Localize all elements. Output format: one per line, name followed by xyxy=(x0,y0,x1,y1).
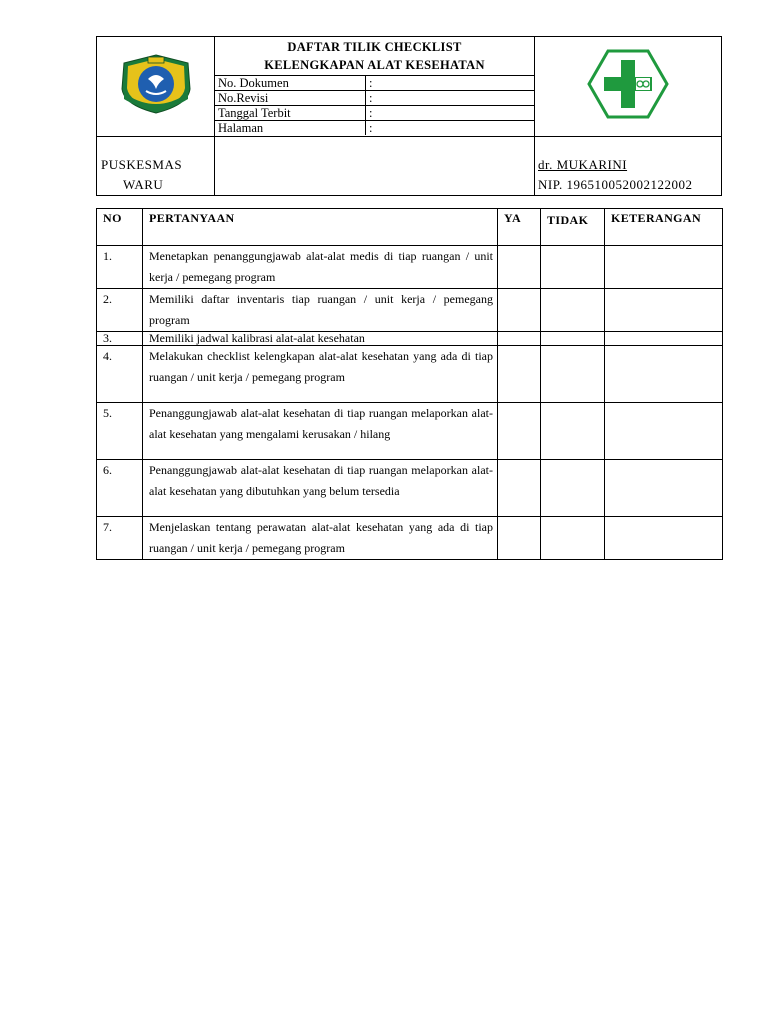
table-row xyxy=(97,332,723,346)
table-row xyxy=(97,246,723,289)
table-header-row xyxy=(97,209,723,246)
meta-label: No. Dokumen xyxy=(215,76,366,91)
note-cell[interactable] xyxy=(605,246,723,289)
answer-yes-cell[interactable] xyxy=(498,246,541,289)
regency-emblem-icon xyxy=(118,53,194,115)
right-logo-cell xyxy=(535,37,722,137)
column-header-no: NO xyxy=(97,209,143,246)
answer-yes-cell[interactable] xyxy=(498,332,541,346)
row-question: Melakukan checklist kelengkapan alat-alat kesehatan yang ada di tiap ruangan / unit kerja / pemegang program xyxy=(143,346,498,403)
note-cell[interactable] xyxy=(605,460,723,517)
row-question: Menetapkan penanggungjawab alat-alat medis di tiap ruangan / unit kerja / pemegang program xyxy=(143,246,498,289)
answer-no-cell[interactable] xyxy=(541,460,605,517)
meta-table xyxy=(215,75,534,135)
column-header-yes: YA xyxy=(498,209,541,246)
meta-value: : xyxy=(366,76,535,91)
row-question: Penanggungjawab alat-alat kesehatan di tiap ruangan melaporkan alat-alat kesehatan yang dibutuhkan yang belum tersedia xyxy=(143,460,498,517)
row-number: 3. xyxy=(97,332,143,346)
row-number: 6. xyxy=(97,460,143,517)
meta-row xyxy=(215,76,534,91)
organization-name: PUSKESMAS xyxy=(101,157,183,172)
table-row xyxy=(97,346,723,403)
row-question: Memiliki daftar inventaris tiap ruangan / unit kerja / pemegang program xyxy=(143,289,498,332)
puskesmas-cross-icon xyxy=(587,48,669,120)
document-title-line1: DAFTAR TILIK CHECKLIST xyxy=(287,40,462,54)
column-header-note: KETERANGAN xyxy=(605,209,723,246)
meta-label: No.Revisi xyxy=(215,91,366,106)
signatory-nip: NIP. 196510052002122002 xyxy=(538,177,693,192)
table-row xyxy=(97,517,723,560)
answer-no-cell[interactable] xyxy=(541,346,605,403)
row-question: Menjelaskan tentang perawatan alat-alat kesehatan yang ada di tiap ruangan / unit kerja / pemegang program xyxy=(143,517,498,560)
blank-cell xyxy=(215,137,535,196)
signatory-name: dr. MUKARINI xyxy=(538,157,628,172)
left-logo-cell xyxy=(97,37,215,137)
row-number: 1. xyxy=(97,246,143,289)
meta-value: : xyxy=(366,91,535,106)
meta-value: : xyxy=(366,106,535,121)
meta-row xyxy=(215,91,534,106)
answer-no-cell[interactable] xyxy=(541,403,605,460)
column-header-no-answer: TIDAK xyxy=(541,209,605,246)
meta-label: Tanggal Terbit xyxy=(215,106,366,121)
organization-location: WARU xyxy=(123,177,164,192)
organization-cell xyxy=(97,137,215,196)
row-question: Memiliki jadwal kalibrasi alat-alat kesehatan xyxy=(143,332,498,346)
note-cell[interactable] xyxy=(605,403,723,460)
table-row xyxy=(97,289,723,332)
answer-no-cell[interactable] xyxy=(541,517,605,560)
meta-row xyxy=(215,121,534,136)
note-cell[interactable] xyxy=(605,517,723,560)
answer-yes-cell[interactable] xyxy=(498,403,541,460)
note-cell[interactable] xyxy=(605,332,723,346)
checklist-table xyxy=(96,208,723,560)
row-question: Penanggungjawab alat-alat kesehatan di tiap ruangan melaporkan alat-alat kesehatan yang mengalami kerusakan / hilang xyxy=(143,403,498,460)
answer-yes-cell[interactable] xyxy=(498,346,541,403)
table-row xyxy=(97,403,723,460)
row-number: 4. xyxy=(97,346,143,403)
note-cell[interactable] xyxy=(605,289,723,332)
signatory-cell xyxy=(535,137,722,196)
title-meta-cell xyxy=(215,37,535,137)
answer-no-cell[interactable] xyxy=(541,246,605,289)
answer-yes-cell[interactable] xyxy=(498,517,541,560)
document-header xyxy=(96,36,722,196)
meta-row xyxy=(215,106,534,121)
table-row xyxy=(97,460,723,517)
note-cell[interactable] xyxy=(605,346,723,403)
answer-no-cell[interactable] xyxy=(541,289,605,332)
column-header-question: PERTANYAAN xyxy=(143,209,498,246)
row-number: 5. xyxy=(97,403,143,460)
row-number: 2. xyxy=(97,289,143,332)
meta-label: Halaman xyxy=(215,121,366,136)
answer-no-cell[interactable] xyxy=(541,332,605,346)
answer-yes-cell[interactable] xyxy=(498,289,541,332)
row-number: 7. xyxy=(97,517,143,560)
document-title-line2: KELENGKAPAN ALAT KESEHATAN xyxy=(264,58,485,72)
meta-value: : xyxy=(366,121,535,136)
answer-yes-cell[interactable] xyxy=(498,460,541,517)
